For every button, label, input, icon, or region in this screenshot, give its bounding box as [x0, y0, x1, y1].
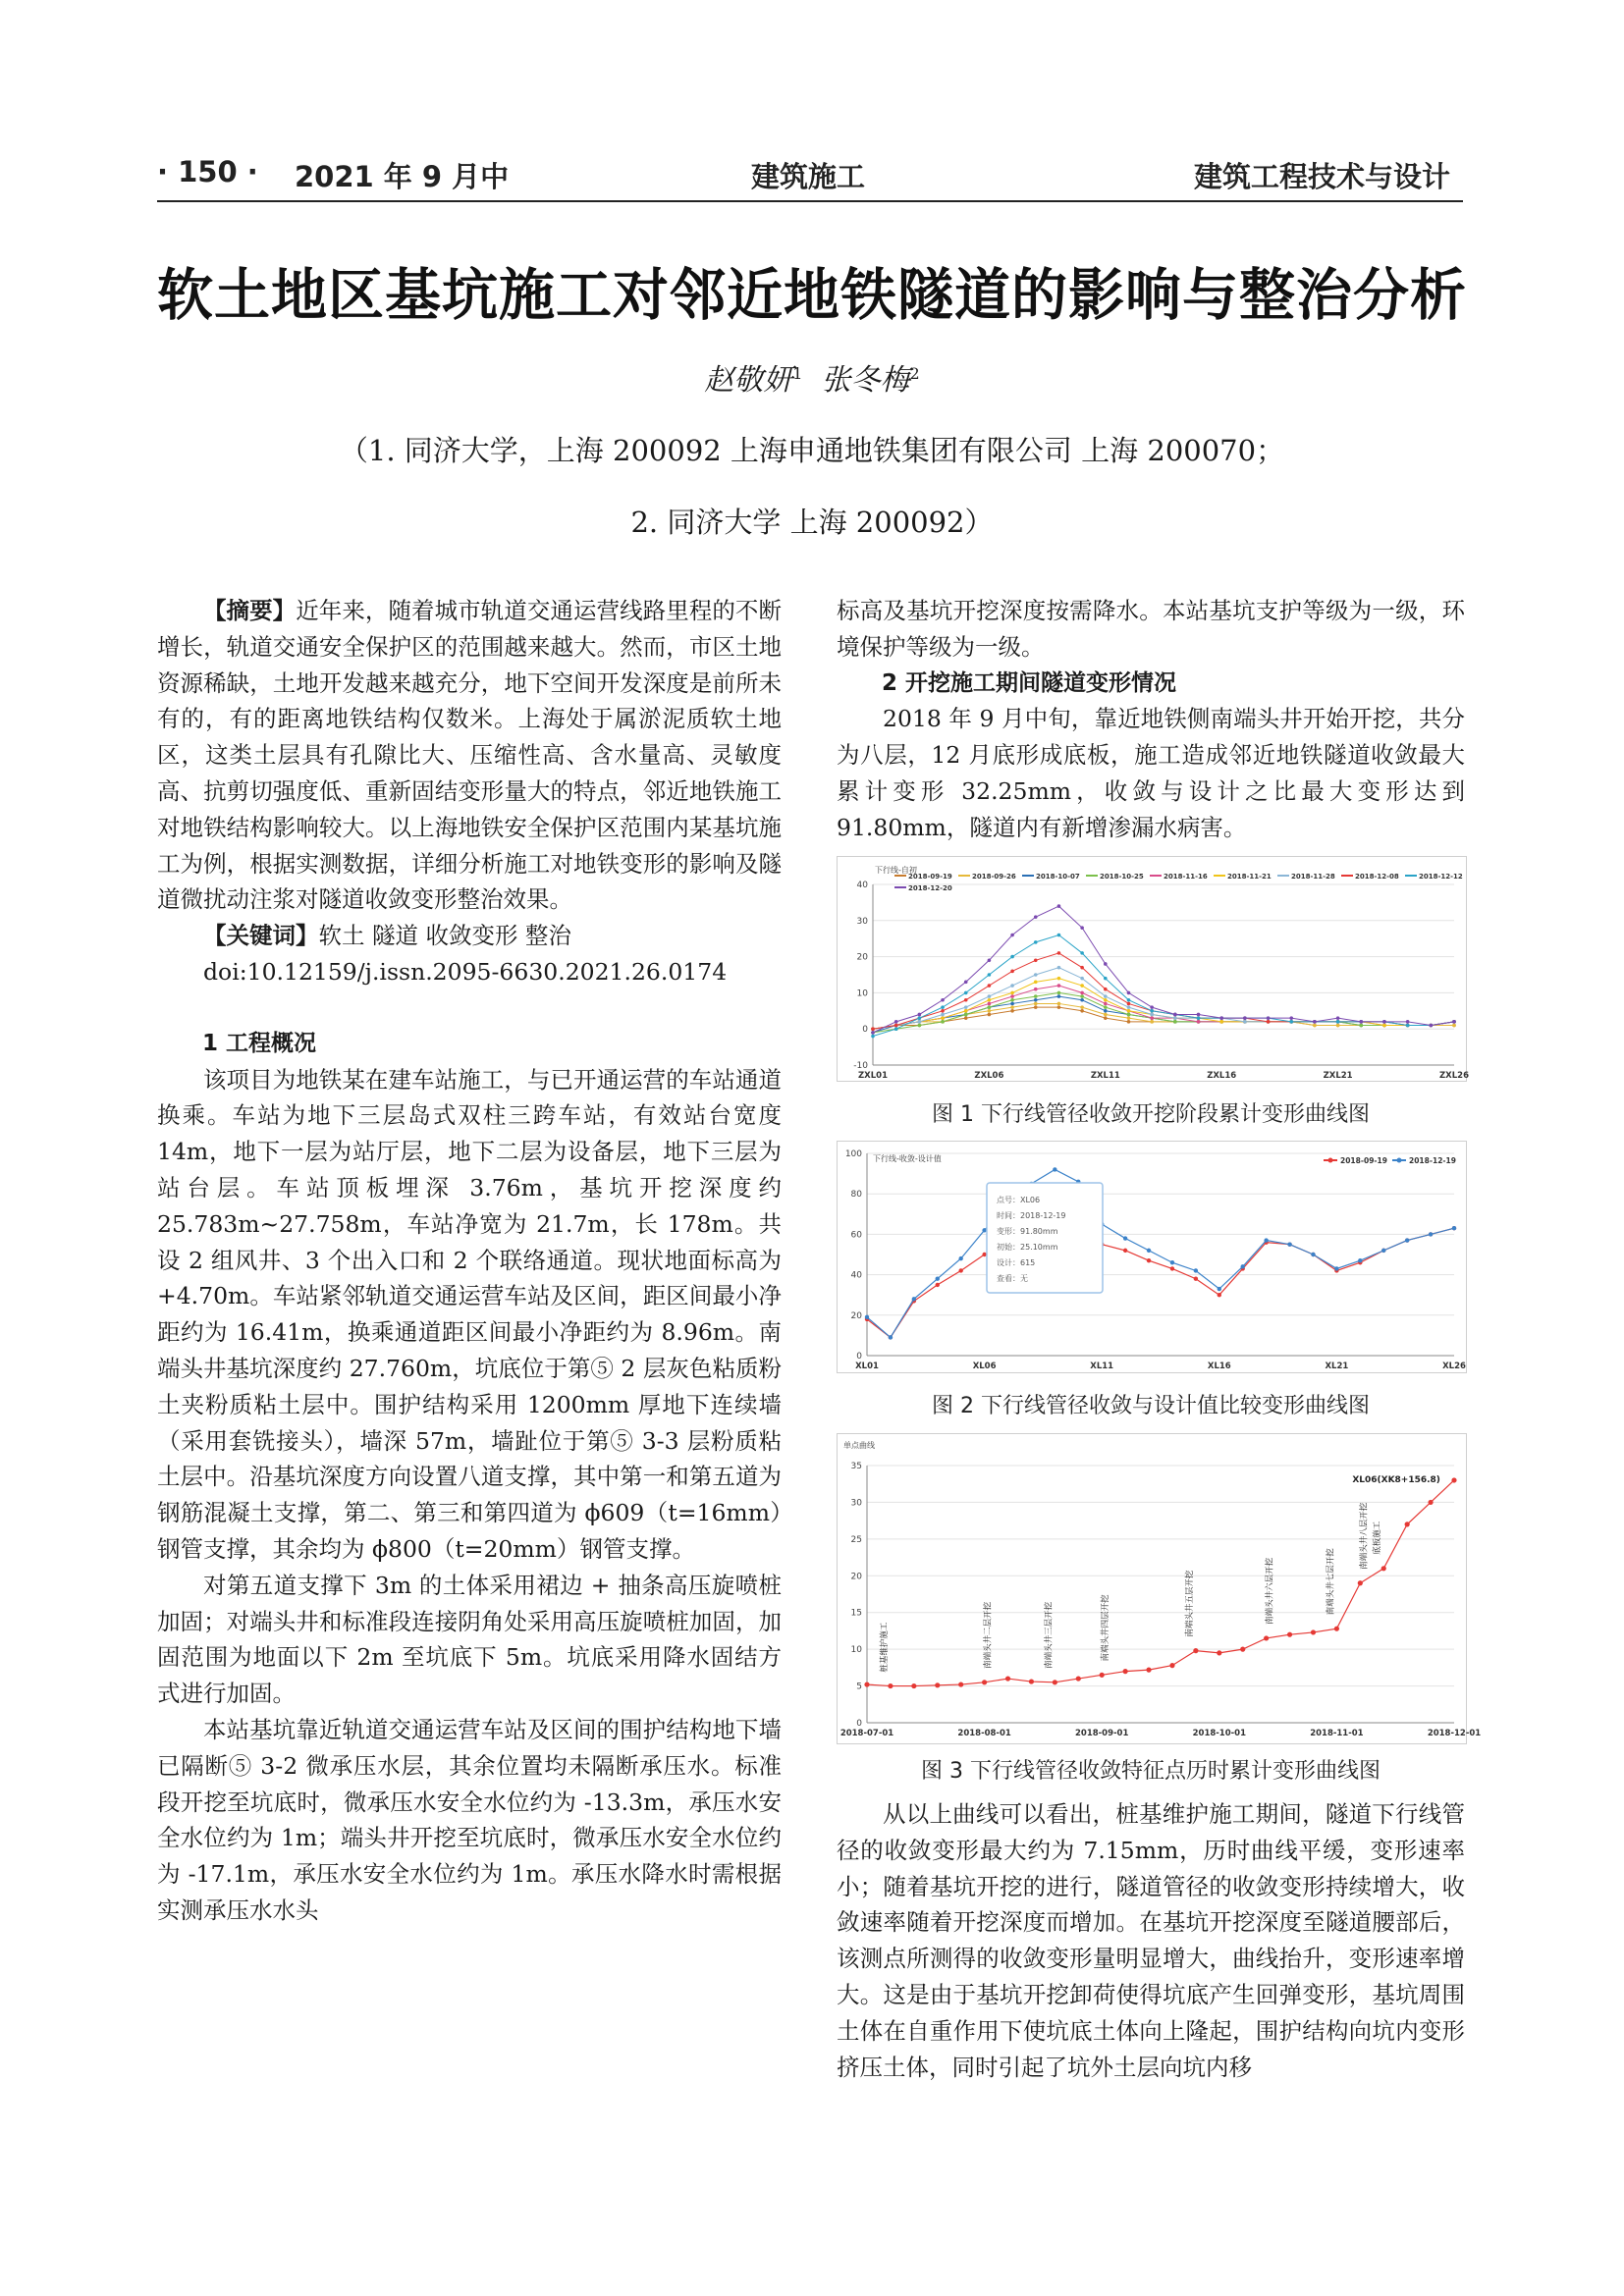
y-tick-label: 20	[856, 952, 868, 963]
data-point	[1034, 998, 1038, 1002]
data-point	[1197, 1016, 1201, 1020]
data-point	[1080, 1005, 1084, 1009]
data-point	[1243, 1016, 1247, 1020]
data-point	[1123, 1669, 1128, 1674]
author-1: 赵敬妍	[704, 363, 793, 398]
y-tick-label: 80	[850, 1190, 862, 1201]
data-point	[1406, 1020, 1410, 1024]
data-point	[871, 1035, 875, 1039]
y-tick-label: 35	[850, 1462, 862, 1471]
figure-1-caption: 图 1 下行线管径收敛开挖阶段累计变形曲线图	[932, 1102, 1370, 1127]
data-point	[1405, 1238, 1409, 1242]
data-point	[1080, 1009, 1084, 1013]
data-point	[1010, 1002, 1014, 1006]
data-point	[1194, 1277, 1198, 1281]
data-point	[1127, 1009, 1131, 1013]
data-point	[988, 1009, 992, 1013]
authors	[0, 355, 1624, 399]
data-point	[912, 1297, 916, 1301]
event-annotation: 南端头井五层开挖	[1184, 1570, 1195, 1637]
data-point	[1267, 1020, 1271, 1024]
data-point	[982, 1253, 986, 1256]
data-point	[1053, 1167, 1056, 1171]
data-point	[1127, 991, 1131, 995]
data-point	[1382, 1020, 1386, 1024]
data-point	[1080, 994, 1084, 998]
data-point	[1127, 1016, 1131, 1020]
y-tick-label: 20	[850, 1572, 862, 1582]
data-point	[1170, 1260, 1174, 1264]
y-tick-label: 0	[856, 1352, 862, 1362]
data-point	[982, 1680, 987, 1684]
data-point	[1057, 904, 1061, 908]
data-point	[1104, 1009, 1108, 1013]
data-point	[1428, 1500, 1433, 1505]
data-point	[1452, 1020, 1456, 1024]
data-point	[1034, 994, 1038, 998]
data-point	[1289, 1020, 1293, 1024]
data-point	[1150, 1009, 1154, 1013]
y-tick-label: 40	[850, 1270, 862, 1281]
data-point	[871, 1031, 875, 1035]
data-point	[1150, 1016, 1154, 1020]
data-point	[1219, 1020, 1223, 1024]
data-point	[964, 1009, 968, 1013]
series-line	[867, 1169, 1454, 1337]
y-tick-label: 30	[850, 1498, 862, 1509]
data-point	[1010, 934, 1014, 937]
tooltip-line: 时间：2018-12-19	[997, 1211, 1066, 1220]
y-tick-label: 10	[856, 988, 868, 999]
keywords-text: 软土 隧道 收敛变形 整治	[318, 922, 571, 950]
legend-marker	[1328, 1158, 1333, 1163]
affiliation-line-1: （1. 同济大学，上海 200092 上海申通地铁集团有限公司 上海 200070；	[339, 434, 1285, 467]
series-line	[873, 935, 1454, 1037]
data-point	[1334, 1266, 1338, 1270]
data-point	[1123, 1236, 1127, 1240]
data-point	[1264, 1238, 1268, 1242]
data-point	[1034, 915, 1038, 919]
tooltip	[987, 1183, 1103, 1293]
data-point	[1311, 1253, 1315, 1256]
data-point	[982, 1228, 986, 1232]
data-point	[1010, 984, 1014, 988]
data-point	[1123, 1249, 1127, 1253]
data-point	[936, 1283, 940, 1287]
event-annotation: 南端头井六层开挖	[1265, 1557, 1275, 1625]
right-column-top	[837, 593, 1465, 846]
data-point	[1010, 1005, 1014, 1009]
data-point	[941, 1020, 945, 1024]
data-point	[1057, 1002, 1061, 1006]
data-point	[1430, 1024, 1434, 1028]
data-point	[941, 1005, 945, 1009]
data-point	[1127, 1002, 1131, 1006]
x-tick-label: ZXL11	[1090, 1071, 1120, 1081]
event-annotation: 南端头井四层开挖	[1101, 1594, 1111, 1662]
x-tick-label: ZXL26	[1439, 1071, 1469, 1081]
data-point	[988, 994, 992, 998]
section-2-p2: 从以上曲线可以看出，桩基维护施工期间，隧道下行线管径的收敛变形最大约为 7.15mm，历时曲线平缓，变形速率小；随着基坑开挖的进行，隧道管径的收敛变形持续增大，收敛速率随着开挖深度而增加。在基坑开挖深度至隧道腰部后，该测点所测得的收敛变形量明显增大，曲线抬升，变形速率增大。这是由于基坑开挖卸荷使得坑底产生回弹变形，基坑周围土体在自重作用下使坑底土体向上隆起，围护结构向坑内变形挤压土体，同时引起了坑外土层向坑内移	[837, 1800, 1465, 2081]
data-point	[911, 1683, 916, 1688]
x-tick-label: XL16	[1207, 1362, 1231, 1371]
data-point	[988, 1002, 992, 1006]
data-point	[958, 1268, 962, 1272]
data-point	[1359, 1024, 1363, 1028]
data-point	[1197, 1020, 1201, 1024]
data-point	[888, 1683, 893, 1688]
tooltip-line: 查看：无	[997, 1274, 1028, 1283]
data-point	[1193, 1648, 1198, 1653]
x-tick-label: XL11	[1090, 1362, 1114, 1371]
data-point	[964, 998, 968, 1002]
data-point	[1264, 1635, 1269, 1640]
tooltip-line: 点号：XL06	[997, 1196, 1041, 1204]
event-annotation: 南端头井七层开挖	[1326, 1548, 1336, 1616]
data-point	[1104, 1013, 1108, 1017]
page-number: · 150 ·	[157, 155, 258, 188]
y-tick-label: 30	[856, 916, 868, 927]
tooltip-line: 变形：91.80mm	[997, 1227, 1058, 1236]
x-tick-label: ZXL06	[974, 1071, 1004, 1081]
data-point	[964, 1016, 968, 1020]
data-point	[1194, 1268, 1198, 1272]
data-point	[1127, 1013, 1131, 1017]
data-point	[894, 1027, 898, 1031]
x-tick-label: ZXL01	[858, 1071, 888, 1081]
y-tick-label: 10	[850, 1645, 862, 1656]
x-tick-label: ZXL16	[1207, 1071, 1237, 1081]
figure-1	[837, 856, 1467, 1082]
data-point	[988, 984, 992, 988]
data-point	[988, 958, 992, 962]
data-point	[1057, 1005, 1061, 1009]
x-tick-label: 2018-07-01	[839, 1729, 894, 1738]
legend-label: 2018-09-19	[1340, 1156, 1387, 1165]
section-1-p1: 该项目为地铁某在建车站施工，与已开通运营的车站通道换乘。车站为地下三层岛式双柱三跨车站，有效站台宽度 14m，地下一层为站厅层，地下二层为设备层，地下三层为站台层。车站顶板埋深 3.76m，基坑开挖深度约 25.783m~27.758m，车站净宽为 21.7m，长 178m。共设 2 组风井、3 个出入口和 2 个联络通道。现状地面标高为 +4.70m。车站紧邻轨道交通运营车站及区间，距区间最小净距约为 16.41m，换乘通道距区间最小净距约为 8.96m。南端头井基坑深度约 27.760m，坑底位于第⑤ 2 层灰色粘质粉土夹粉质粘土层中。围护结构采用 1200mm 厚地下连续墙（采用套铣接头），墙深 57m，墙趾位于第⑤ 3-3 层粉质粘土层中。沿基坑深度方向设置八道支撑，其中第一和第五道为钢筋混凝土支撑，第二、第三和第四道为 ϕ609（t=16mm）钢管支撑，其余均为 ϕ800（t=20mm）钢管支撑。	[157, 1065, 782, 1563]
data-point	[1405, 1522, 1410, 1526]
data-point	[1359, 1020, 1363, 1024]
data-point	[1057, 984, 1061, 988]
data-point	[1034, 1005, 1038, 1009]
data-point	[918, 1024, 922, 1028]
data-point	[1053, 1680, 1057, 1684]
data-point	[918, 1016, 922, 1020]
data-point	[1076, 1676, 1081, 1681]
section-1-p2: 对第五道支撑下 3m 的土体采用裙边 + 抽条高压旋喷桩加固；对端头井和标准段连接阴角处采用高压旋喷桩加固，加固范围为地面以下 2m 至坑底下 5m。坑底采用降水固结方式进行加固。	[157, 1571, 782, 1708]
data-point	[1104, 994, 1108, 998]
data-point	[1010, 970, 1014, 974]
figure-2-chart	[838, 1142, 1466, 1372]
data-point	[1005, 1676, 1010, 1681]
data-point	[871, 1027, 875, 1031]
data-point	[894, 1024, 898, 1028]
data-point	[1150, 1020, 1154, 1024]
series-line	[873, 996, 1454, 1033]
data-point	[1218, 1287, 1221, 1291]
x-tick-label: XL06	[972, 1362, 997, 1371]
data-point	[1381, 1249, 1385, 1253]
panel-title: 单点曲线	[843, 1441, 875, 1450]
data-point	[1029, 1679, 1034, 1683]
y-tick-label: 0	[862, 1025, 868, 1036]
data-point	[1313, 1024, 1317, 1028]
section-name: 建筑工程技术与设计	[1194, 160, 1451, 193]
data-point	[1034, 1002, 1038, 1006]
data-point	[1313, 1020, 1317, 1024]
data-point	[1034, 981, 1038, 985]
legend-label: 2018-09-19	[908, 873, 952, 881]
data-point	[1243, 1020, 1247, 1024]
x-tick-label: 2018-08-01	[957, 1729, 1011, 1738]
data-point	[1381, 1566, 1386, 1571]
data-point	[1080, 926, 1084, 930]
data-point	[1034, 958, 1038, 962]
series-line	[873, 953, 1454, 1029]
data-point	[1219, 1016, 1223, 1020]
legend-label: 2018-12-08	[1355, 873, 1399, 881]
right-column-bottom	[837, 1796, 1465, 2085]
legend-label: 2018-11-21	[1227, 873, 1272, 881]
figure-3-caption: 图 3 下行线管径收敛特征点历时累计变形曲线图	[921, 1759, 1380, 1784]
legend-label: 2018-10-25	[1100, 873, 1144, 881]
data-point	[1057, 934, 1061, 937]
header-rule	[157, 200, 1463, 202]
data-point	[1034, 973, 1038, 977]
data-point	[1197, 1013, 1201, 1017]
section-1-p3-cont: 标高及基坑开挖深度按需降水。本站基坑支护等级为一级，环境保护等级为一级。	[837, 597, 1465, 661]
peak-label: XL06(XK8+156.8)	[1352, 1474, 1440, 1485]
data-point	[988, 1013, 992, 1017]
figure-1-chart	[838, 857, 1469, 1081]
y-tick-label: 100	[844, 1149, 862, 1159]
legend-label: 2018-12-12	[1419, 873, 1463, 881]
data-point	[1104, 962, 1108, 966]
data-point	[1010, 991, 1014, 995]
data-point	[958, 1256, 962, 1260]
data-point	[1057, 991, 1061, 995]
data-point	[1127, 1005, 1131, 1009]
data-point	[1010, 994, 1014, 998]
y-tick-label: 25	[850, 1534, 862, 1545]
legend-marker	[1397, 1158, 1402, 1163]
y-tick-label: 20	[850, 1310, 862, 1321]
data-point	[889, 1335, 893, 1339]
data-point	[1057, 977, 1061, 981]
x-tick-label: XL21	[1325, 1362, 1349, 1371]
data-point	[1147, 1249, 1151, 1253]
abstract-text: 近年来，随着城市轨道交通运营线路里程的不断增长，轨道交通安全保护区的范围越来越大。然而，市区土地资源稀缺，土地开发越来越充分，地下空间开发深度是前所未有的，有的距离地铁结构仅数米。上海处于属淤泥质软土地区，这类土层具有孔隙比大、压缩性高、含水量高、灵敏度高、抗剪切强度低、重新固结变形量大的特点，邻近地铁施工对地铁结构影响较大。以上海地铁安全保护区范围内某基坑施工为例，根据实测数据，详细分析施工对地铁变形的影响及隧道微扰动注浆对隧道收敛变形整治效果。	[157, 597, 782, 914]
x-tick-label: 2018-10-01	[1192, 1729, 1246, 1738]
abstract	[157, 593, 782, 918]
data-point	[1104, 988, 1108, 991]
data-point	[1146, 1668, 1151, 1673]
data-point	[1336, 1016, 1340, 1020]
data-point	[1267, 1016, 1271, 1020]
event-annotation: 南端头井八层开挖	[1359, 1502, 1370, 1570]
data-point	[1057, 966, 1061, 970]
data-point	[1429, 1232, 1433, 1236]
keywords-label: 【关键词】	[203, 922, 319, 950]
event-annotation: 底板施工	[1373, 1521, 1383, 1555]
data-point	[988, 1005, 992, 1009]
y-tick-label: -10	[853, 1061, 868, 1071]
data-point	[1289, 1016, 1293, 1020]
article-title: 软土地区基坑施工对邻近地铁隧道的影响与整治分析	[157, 262, 1467, 328]
legend-label: 2018-12-19	[1409, 1156, 1456, 1165]
data-point	[935, 1682, 940, 1687]
figure-2-caption: 图 2 下行线管径收敛与设计值比较变形曲线图	[932, 1394, 1370, 1418]
section-1-p3: 本站基坑靠近轨道交通运营车站及区间的围护结构地下墙已隔断⑤ 3-2 微承压水层，其余位置均未隔断承压水。标准段开挖至坑底时，微承压水安全水位约为 -13.3m，承压水安全水位约为 1m；端头井开挖至坑底时，微承压水安全水位约为 -17.1m，承压水安全水位约为 1m。承压水降水时需根据实测承压水水头	[157, 1715, 782, 1924]
data-point	[1034, 940, 1038, 944]
y-tick-label: 60	[850, 1230, 862, 1241]
data-point	[941, 998, 945, 1002]
data-point	[1169, 1663, 1174, 1668]
data-point	[1173, 1016, 1177, 1020]
data-point	[958, 1682, 963, 1686]
data-point	[1010, 1009, 1014, 1013]
data-point	[1104, 1016, 1108, 1020]
data-point	[1104, 998, 1108, 1002]
data-point	[1406, 1024, 1410, 1028]
legend-label: 2018-12-20	[908, 884, 952, 892]
legend-label: 2018-09-26	[972, 873, 1016, 881]
data-point	[1080, 991, 1084, 995]
data-point	[1218, 1293, 1221, 1297]
tooltip-line: 设计：615	[997, 1258, 1036, 1267]
tooltip-line: 初始：25.10mm	[997, 1243, 1058, 1252]
data-point	[1382, 1024, 1386, 1028]
data-point	[964, 1013, 968, 1017]
data-point	[1080, 977, 1084, 981]
data-point	[1287, 1632, 1292, 1637]
data-point	[1452, 1024, 1456, 1028]
keywords	[157, 918, 782, 954]
data-point	[1057, 994, 1061, 998]
data-point	[1080, 966, 1084, 970]
panel-title: 下行线-收敛-设计值	[873, 1154, 942, 1163]
affiliation-line-2: 2. 同济大学 上海 200092）	[630, 506, 994, 539]
data-point	[1173, 1013, 1177, 1017]
y-tick-label: 40	[856, 881, 868, 890]
data-point	[1217, 1650, 1221, 1655]
data-point	[1104, 1002, 1108, 1006]
data-point	[1336, 1024, 1340, 1028]
data-point	[941, 1013, 945, 1017]
data-point	[864, 1682, 869, 1686]
data-point	[1311, 1629, 1316, 1634]
panel-title: 下行线-自初	[875, 866, 917, 875]
event-annotation: 南端头井三层开挖	[1044, 1601, 1055, 1669]
author-2-sup: 2	[909, 364, 920, 383]
data-point	[1452, 1226, 1456, 1230]
legend-label: 2018-11-16	[1164, 873, 1208, 881]
data-point	[1104, 977, 1108, 981]
data-point	[1010, 998, 1014, 1002]
author-1-sup: 1	[792, 364, 803, 383]
data-point	[964, 981, 968, 985]
x-tick-label: XL01	[855, 1362, 879, 1371]
event-annotation: 桩基维护施工	[879, 1622, 890, 1673]
data-point	[1080, 984, 1084, 988]
figure-3	[837, 1433, 1482, 1744]
data-point	[964, 1005, 968, 1009]
data-point	[936, 1277, 940, 1281]
data-point	[1358, 1258, 1362, 1262]
section-1-heading: 1 工程概况	[202, 1030, 317, 1056]
section-2-heading: 2 开挖施工期间隧道变形情况	[882, 669, 1177, 696]
x-tick-label: 2018-12-01	[1427, 1729, 1482, 1738]
legend-label: 2018-11-28	[1291, 873, 1335, 881]
author-2: 张冬梅	[821, 363, 910, 398]
abstract-label: 【摘要】	[203, 597, 297, 624]
data-point	[1100, 1673, 1105, 1678]
data-point	[894, 1020, 898, 1024]
data-point	[1127, 998, 1131, 1002]
data-point	[1080, 998, 1084, 1002]
data-point	[1127, 1020, 1131, 1024]
x-tick-label: 2018-11-01	[1310, 1729, 1364, 1738]
data-point	[941, 1016, 945, 1020]
data-point	[865, 1315, 869, 1319]
section-2-p1: 2018 年 9 月中旬，靠近地铁侧南端头井开始开挖，共分为八层，12 月底形成底板，施工造成邻近地铁隧道收敛最大累计变形 32.25mm，收敛与设计之比最大变形达到 91.80mm，隧道内有新增渗漏水病害。	[837, 705, 1465, 841]
data-point	[988, 973, 992, 977]
data-point	[1034, 988, 1038, 991]
x-tick-label: ZXL21	[1323, 1071, 1353, 1081]
data-point	[918, 1020, 922, 1024]
event-annotation: 南端头井二层开挖	[983, 1601, 994, 1669]
y-tick-label: 15	[850, 1608, 862, 1619]
data-point	[1334, 1627, 1339, 1631]
figure-3-chart	[838, 1434, 1482, 1743]
x-tick-label: XL26	[1442, 1362, 1466, 1371]
data-point	[1104, 1005, 1108, 1009]
data-point	[1287, 1243, 1291, 1247]
data-point	[964, 991, 968, 995]
data-point	[1241, 1264, 1245, 1268]
data-point	[1240, 1647, 1245, 1652]
data-point	[918, 1013, 922, 1017]
y-tick-label: 5	[856, 1682, 862, 1692]
journal-name: 建筑施工	[751, 160, 866, 193]
figure-2	[837, 1141, 1467, 1373]
doi: doi:10.12159/j.issn.2095-6630.2021.26.0174	[203, 957, 728, 986]
data-point	[1150, 1005, 1154, 1009]
data-point	[1147, 1258, 1151, 1262]
data-point	[1057, 951, 1061, 955]
data-point	[1080, 951, 1084, 955]
issue-date: 2021 年 9 月中	[295, 160, 510, 193]
series-line	[873, 906, 1454, 1033]
data-point	[1150, 1013, 1154, 1017]
data-point	[1358, 1580, 1363, 1585]
x-tick-label: 2018-09-01	[1075, 1729, 1129, 1738]
data-point	[941, 1009, 945, 1013]
data-point	[988, 998, 992, 1002]
legend-label: 2018-10-07	[1036, 873, 1080, 881]
y-tick-label: 0	[856, 1719, 862, 1729]
left-column	[157, 593, 782, 1929]
data-point	[1170, 1266, 1174, 1270]
series-line	[867, 1226, 1454, 1337]
data-point	[1451, 1477, 1456, 1482]
data-point	[1010, 955, 1014, 959]
data-point	[1336, 1020, 1340, 1024]
data-point	[1173, 1020, 1177, 1024]
